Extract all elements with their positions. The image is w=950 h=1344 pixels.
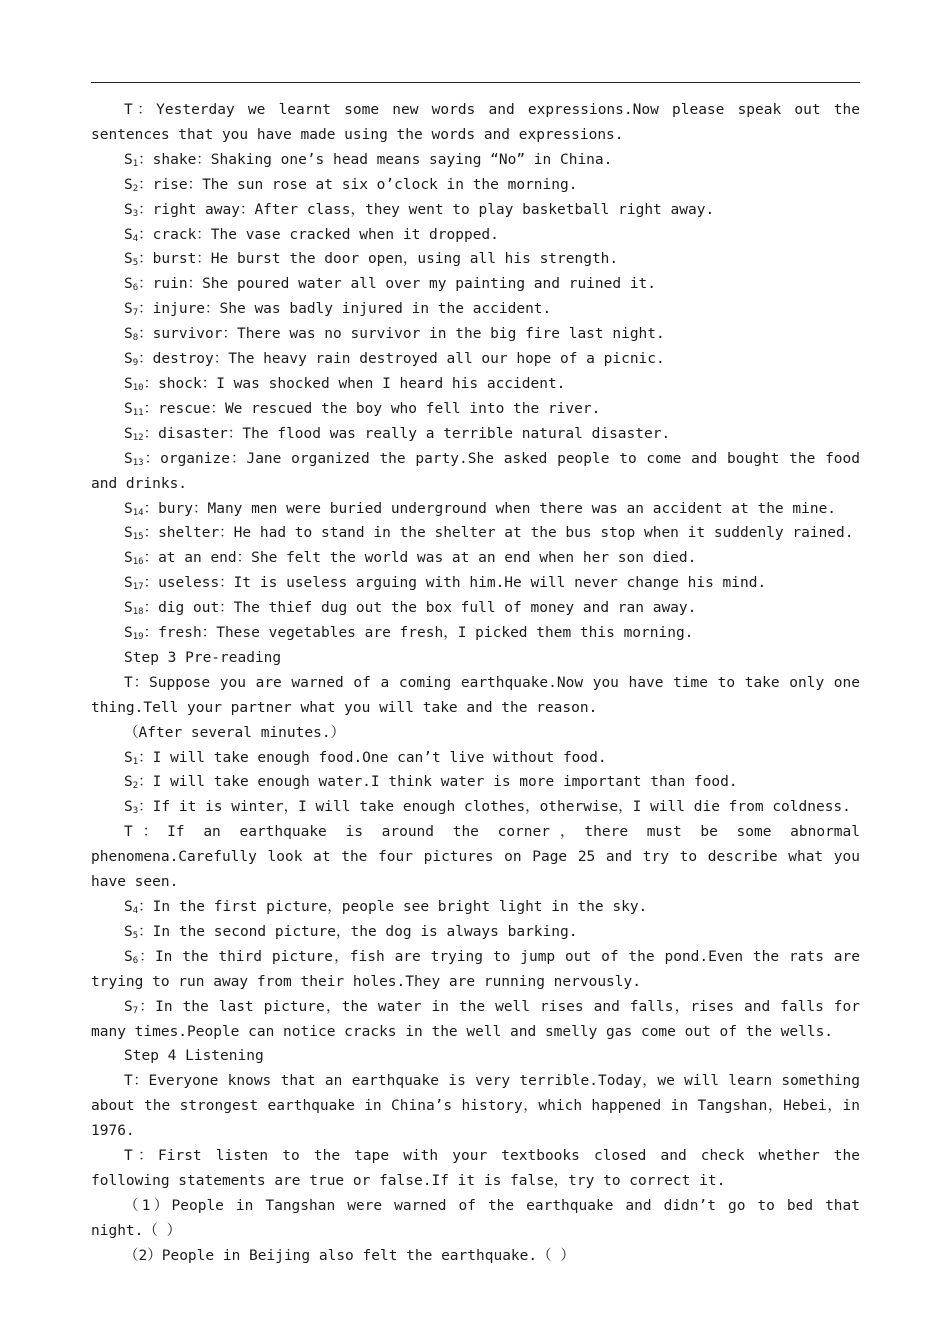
speaker-label: S [124, 625, 133, 642]
speaker-number: 12 [132, 432, 144, 443]
student-sentence [91, 173, 860, 198]
sentence-text: ：In the third picture，fish are trying to jump out of the pond.Even the rats are trying to run away from their holes.They are running nervously. [91, 948, 860, 990]
speaker-number: 11 [132, 407, 144, 418]
paragraph [91, 646, 860, 671]
speaker-number: 14 [132, 507, 144, 518]
paragraph [91, 1244, 860, 1269]
speaker-number: 5 [132, 930, 139, 941]
speaker-number: 4 [132, 906, 139, 916]
sentence-text: ：crack：The vase cracked when it dropped. [138, 226, 499, 243]
student-sentence [91, 895, 860, 920]
speaker-label: S [124, 425, 133, 442]
speaker-label: S [124, 550, 133, 567]
paragraph [91, 1069, 860, 1144]
student-sentence [91, 223, 860, 248]
speaker-number: 5 [132, 258, 139, 269]
sentence-text: ：I will take enough food.One can’t live without food. [138, 749, 607, 766]
sentence-text: ：destroy：The heavy rain destroyed all our hope of a picnic. [138, 351, 665, 368]
speaker-label: S [124, 998, 133, 1015]
student-sentence [91, 297, 860, 322]
speaker-label: S [124, 923, 133, 940]
sentence-text: ：If it is winter，I will take enough clothes，otherwise，I will die from coldness. [138, 799, 851, 816]
student-sentence [91, 571, 860, 596]
speaker-number: 1 [132, 158, 139, 169]
speaker-number: 3 [132, 806, 139, 817]
sentence-text: ：at an end：She felt the world was at an end when her son died. [143, 550, 697, 567]
sentence-text: ：dig out：The thief dug out the box full of money and ran away. [143, 600, 697, 617]
speaker-label: S [124, 500, 133, 517]
sentence-text: ：shock：I was shocked when I heard his accident. [143, 375, 566, 392]
paragraph-text: T：Suppose you are warned of a coming earthquake.Now you have time to take only one thing.Tell your partner what you will take and the reason. [91, 674, 860, 716]
speaker-label: S [124, 201, 133, 218]
paragraph-text: T：First listen to the tape with your textbooks closed and check whether the following statements are true or false.If it is false，try to correct it. [91, 1148, 860, 1189]
student-sentence [91, 447, 860, 497]
sentence-text: ：ruin：She poured water all over my painting and ruined it. [138, 276, 657, 293]
sentence-text: ：right away：After class，they went to play basketball right away. [138, 201, 715, 218]
sentence-text: ：disaster：The flood was really a terrible natural disaster. [143, 425, 671, 442]
paragraph-text: （2）People in Beijing also felt the earthquake.（ ） [124, 1247, 575, 1264]
sentence-text: ：I will take enough water.I think water is more important than food. [138, 774, 738, 791]
speaker-label: S [124, 799, 133, 816]
sentence-text: ：fresh：These vegetables are fresh，I picked them this morning. [143, 625, 694, 642]
lesson-text [91, 98, 860, 1269]
speaker-number: 19 [132, 632, 144, 643]
speaker-number: 2 [132, 781, 139, 792]
sentence-text: ：useless：It is useless arguing with him.He will never change his mind. [143, 575, 767, 592]
paragraph [91, 721, 860, 746]
speaker-number: 6 [132, 283, 139, 294]
speaker-label: S [124, 151, 133, 168]
paragraph [91, 671, 860, 721]
paragraph-text: T：If an earthquake is around the corner，there must be some abnormal phenomena.Carefully look at the four pictures on Page 25 and try to describe what you have seen. [91, 824, 860, 891]
speaker-label: S [124, 450, 133, 467]
speaker-number: 6 [132, 955, 139, 966]
speaker-number: 7 [132, 1005, 139, 1016]
speaker-label: S [124, 251, 133, 268]
speaker-number: 13 [132, 457, 144, 468]
speaker-label: S [124, 226, 133, 243]
student-sentence [91, 148, 860, 173]
paragraph-text: T：Everyone knows that an earthquake is very terrible.Today，we will learn something about the strongest earthquake in China’s history，which happened in Tangshan，Hebei，in 1976. [91, 1073, 860, 1140]
paragraph [91, 820, 860, 895]
speaker-label: S [124, 525, 133, 542]
student-sentence [91, 621, 860, 646]
student-sentence [91, 596, 860, 621]
student-sentence [91, 497, 860, 522]
sentence-text: ：In the second picture，the dog is always barking. [138, 923, 578, 940]
speaker-label: S [124, 575, 133, 592]
speaker-number: 4 [132, 233, 139, 244]
student-sentence [91, 995, 860, 1045]
student-sentence [91, 347, 860, 372]
paragraph-text: Step 3 Pre-reading [124, 649, 282, 666]
paragraph [91, 1194, 860, 1244]
speaker-label: S [124, 301, 133, 318]
speaker-label: S [124, 351, 133, 368]
student-sentence [91, 372, 860, 397]
speaker-number: 1 [132, 756, 139, 767]
student-sentence [91, 322, 860, 347]
speaker-label: S [124, 276, 133, 293]
student-sentence [91, 945, 860, 995]
paragraph [91, 98, 860, 148]
student-sentence [91, 397, 860, 422]
speaker-label: S [124, 400, 133, 417]
student-sentence [91, 198, 860, 223]
student-sentence [91, 247, 860, 272]
sentence-text: ：organize：Jane organized the party.She asked people to come and bought the food and drinks. [91, 450, 860, 492]
sentence-text: ：burst：He burst the door open，using all his strength. [138, 251, 619, 268]
paragraph [91, 1044, 860, 1069]
sentence-text: ：injure：She was badly injured in the accident. [138, 301, 552, 318]
sentence-text: ：shelter：He had to stand in the shelter at the bus stop when it suddenly rained. [143, 525, 854, 542]
speaker-label: S [124, 948, 133, 965]
speaker-label: S [124, 375, 133, 392]
student-sentence [91, 795, 860, 820]
student-sentence [91, 422, 860, 447]
speaker-number: 7 [132, 308, 139, 319]
speaker-label: S [124, 749, 133, 766]
speaker-number: 2 [132, 183, 139, 194]
student-sentence [91, 746, 860, 771]
speaker-number: 8 [132, 333, 139, 344]
sentence-text: ：survivor：There was no survivor in the big fire last night. [138, 326, 665, 343]
speaker-number: 10 [132, 382, 144, 393]
student-sentence [91, 546, 860, 571]
speaker-label: S [124, 326, 133, 343]
speaker-number: 9 [132, 358, 139, 369]
speaker-label: S [124, 600, 133, 617]
speaker-number: 17 [132, 582, 144, 593]
sentence-text: ：rise：The sun rose at six o’clock in the morning. [138, 176, 578, 193]
sentence-text: ：In the first picture，people see bright light in the sky. [138, 899, 648, 915]
speaker-label: S [124, 774, 133, 791]
header-rule [91, 82, 860, 83]
student-sentence [91, 272, 860, 297]
sentence-text: ：bury：Many men were buried underground when there was an accident at the mine. [143, 500, 837, 517]
student-sentence [91, 521, 860, 546]
speaker-label: S [124, 899, 133, 915]
sentence-text: ：rescue：We rescued the boy who fell into the river. [143, 400, 601, 417]
paragraph [91, 1144, 860, 1194]
speaker-label: S [124, 176, 133, 193]
sentence-text: ：shake：Shaking one’s head means saying “No” in China. [138, 151, 613, 168]
paragraph-text: T：Yesterday we learnt some new words and expressions.Now please speak out the sentences that you have made using the words and expressions. [91, 102, 860, 143]
student-sentence [91, 770, 860, 795]
student-sentence [91, 920, 860, 945]
paragraph-text: （After several minutes.） [124, 724, 346, 741]
speaker-number: 18 [132, 607, 144, 618]
speaker-number: 15 [132, 532, 144, 543]
paragraph-text: （1）People in Tangshan were warned of the earthquake and didn’t go to bed that night.（ ） [91, 1197, 860, 1239]
speaker-number: 3 [132, 208, 139, 219]
sentence-text: ：In the last picture，the water in the well rises and falls，rises and falls for many times.People can notice cracks in the well and smelly gas come out of the wells. [91, 998, 860, 1040]
speaker-number: 16 [132, 557, 144, 568]
paragraph-text: Step 4 Listening [124, 1048, 264, 1065]
